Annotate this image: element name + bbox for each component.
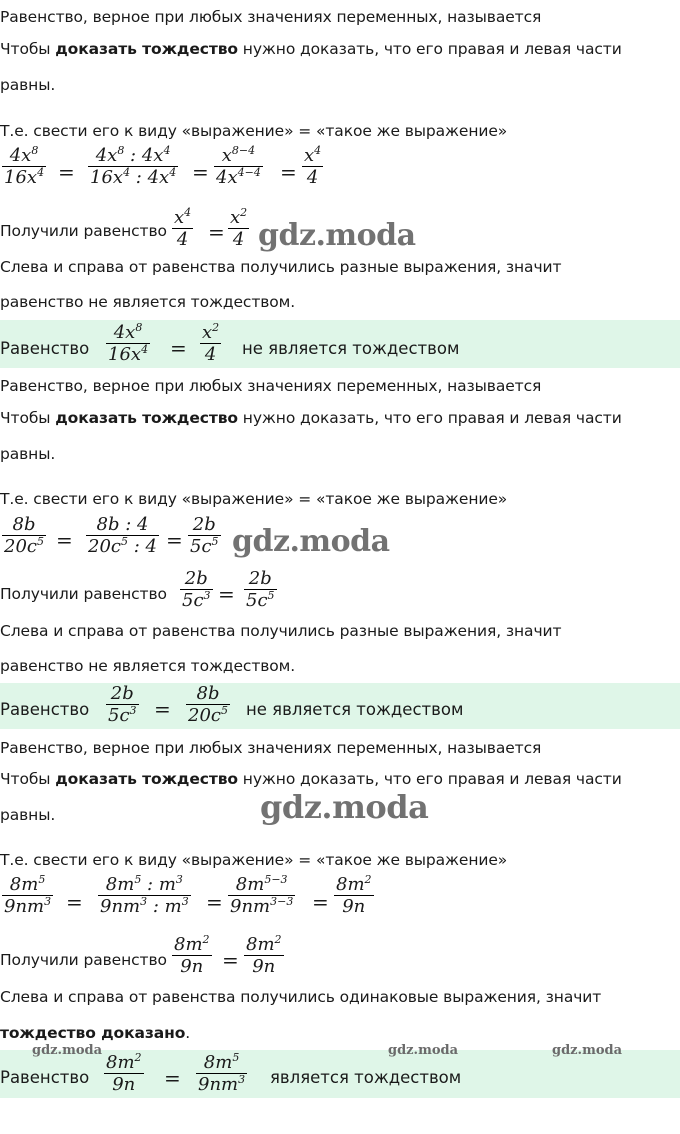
fraction: $\frac{8m^2}{9n}$ (174, 933, 210, 977)
watermark-logo: gdz.moda (32, 1043, 103, 1058)
conclusion-text: Слева и справа от равенства получились разные выражения, значит (0, 258, 562, 276)
instruction-text: Чтобы доказать тождество нужно доказать, что его правая и левая части (0, 770, 622, 788)
equals-sign: = (166, 528, 183, 552)
watermark-logo: gdz.moda (258, 218, 416, 253)
fraction: $\frac{8b}{20c^5}$ (188, 683, 228, 726)
method-text: Т.е. свести его к виду «выражение» = «такое же выражение» (0, 122, 508, 140)
fraction: $\frac{8b}{20c^5}$ (4, 514, 44, 557)
watermark-logo: gdz.moda (260, 788, 429, 826)
equals-sign: = (312, 890, 329, 914)
conclusion-text: равенство не является тождеством. (0, 293, 296, 311)
result-label: Получили равенство (0, 222, 167, 240)
fraction: $\frac{x^2}{4}$ (230, 206, 248, 250)
fraction: $\frac{4x^8}{16x^4}$ (108, 321, 149, 365)
fraction: $\frac{8m^{5-3}}{9nm^{3-3}}$ (230, 873, 294, 917)
bold-phrase: доказать тождество (55, 40, 238, 58)
fraction: $\frac{4x^8 : 4x^4}{16x^4 : 4x^4}$ (90, 144, 177, 188)
instruction-text-end: равны. (0, 445, 56, 463)
answer-verdict: не является тождеством (242, 339, 460, 358)
equals-sign: = (218, 582, 235, 606)
fraction: $\frac{8m^5 : m^3}{9nm^3 : m^3}$ (100, 873, 189, 917)
fraction: $\frac{4x^8}{16x^4}$ (4, 144, 45, 188)
equals-sign: = (58, 160, 75, 184)
result-label: Получили равенство (0, 585, 167, 603)
answer-verdict: не является тождеством (246, 700, 464, 719)
conclusion-text: тождество доказано. (0, 1024, 191, 1042)
instruction-text: Чтобы доказать тождество нужно доказать, что его правая и левая части (0, 409, 622, 427)
fraction: $\frac{8m^2}{9n}$ (336, 873, 372, 917)
answer-verdict: является тождеством (270, 1068, 462, 1087)
equals-sign: = (208, 220, 225, 244)
fraction: $\frac{8m^2}{9n}$ (246, 933, 282, 977)
watermark-logo: gdz.moda (552, 1043, 623, 1058)
instruction-text-end: равны. (0, 76, 56, 94)
answer-label: Равенство (0, 1068, 90, 1087)
watermark-logo: gdz.moda (232, 524, 390, 559)
equals-sign: = (154, 697, 171, 721)
equals-sign: = (164, 1066, 181, 1090)
conclusion-text: Слева и справа от равенства получились одинаковые выражения, значит (0, 988, 602, 1006)
fraction: $\frac{8m^5}{9nm^3}$ (198, 1051, 246, 1095)
definition-text: Равенство, верное при любых значениях переменных, называется (0, 377, 542, 395)
equals-sign: = (56, 528, 73, 552)
watermark-logo: gdz.moda (388, 1043, 459, 1058)
equals-sign: = (192, 160, 209, 184)
bold-phrase: доказать тождество (55, 409, 238, 427)
answer-label: Равенство (0, 700, 90, 719)
fraction: $\frac{2b}{5c^3}$ (182, 568, 211, 611)
fraction: $\frac{x^2}{4}$ (202, 321, 220, 365)
equals-sign: = (280, 160, 297, 184)
equals-sign: = (206, 890, 223, 914)
method-text: Т.е. свести его к виду «выражение» = «такое же выражение» (0, 851, 508, 869)
instruction-text-end: равны. (0, 806, 56, 824)
equals-sign: = (170, 336, 187, 360)
fraction: $\frac{2b}{5c^5}$ (190, 514, 219, 557)
definition-text: Равенство, верное при любых значениях переменных, называется (0, 8, 542, 26)
conclusion-text: равенство не является тождеством. (0, 657, 296, 675)
result-label: Получили равенство (0, 951, 167, 969)
fraction: $\frac{x^4}{4}$ (174, 206, 192, 250)
fraction: $\frac{8m^2}{9n}$ (106, 1051, 142, 1095)
instruction-text: Чтобы доказать тождество нужно доказать, что его правая и левая части (0, 40, 622, 58)
equals-sign: = (66, 890, 83, 914)
fraction: $\frac{2b}{5c^3}$ (108, 683, 137, 726)
fraction: $\frac{2b}{5c^5}$ (246, 568, 275, 611)
bold-phrase: тождество доказано (0, 1024, 186, 1042)
method-text: Т.е. свести его к виду «выражение» = «такое же выражение» (0, 490, 508, 508)
fraction: $\frac{8b : 4}{20c^5 : 4}$ (88, 514, 157, 557)
conclusion-text: Слева и справа от равенства получились разные выражения, значит (0, 622, 562, 640)
bold-phrase: доказать тождество (55, 770, 238, 788)
fraction: $\frac{8m^5}{9nm^3}$ (4, 873, 52, 917)
fraction: $\frac{x^4}{4}$ (304, 144, 322, 188)
fraction: $\frac{x^{8-4}}{4x^{4-4}}$ (216, 144, 261, 188)
equals-sign: = (222, 948, 239, 972)
answer-label: Равенство (0, 339, 90, 358)
definition-text: Равенство, верное при любых значениях переменных, называется (0, 739, 542, 757)
